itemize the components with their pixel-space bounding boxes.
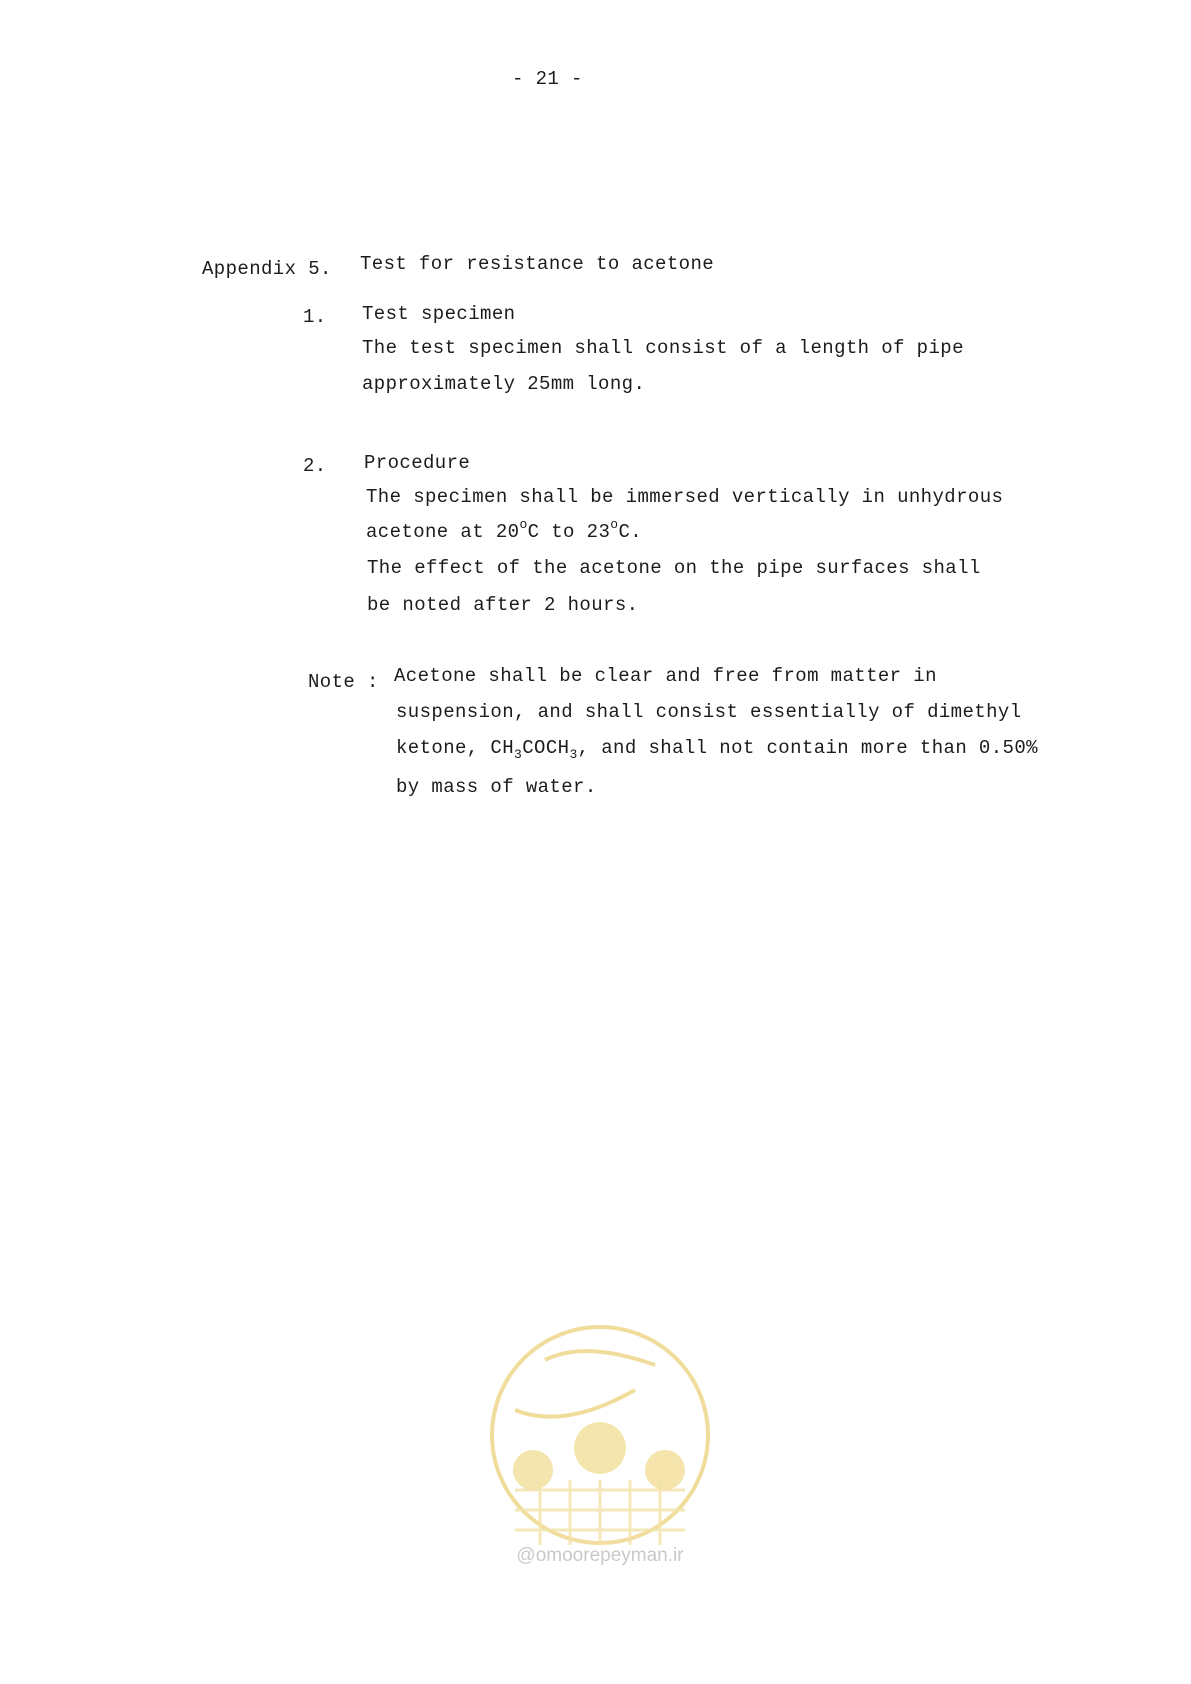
note-line-4: by mass of water. xyxy=(396,776,597,798)
degree-sup-2: o xyxy=(610,516,619,532)
section-2-line-3: The effect of the acetone on the pipe surfaces shall xyxy=(367,557,981,579)
watermark-site: @omoorepeyman.ir xyxy=(516,1545,684,1566)
degree-sup-1: o xyxy=(519,516,528,532)
section-1-heading: Test specimen xyxy=(362,303,516,325)
section-2-number: 2. xyxy=(303,455,327,477)
page-number: - 21 - xyxy=(512,68,583,90)
section-1-number: 1. xyxy=(303,306,327,328)
section-2-heading: Procedure xyxy=(364,452,471,474)
note-line-3: ketone, $CH_3COCH_3$, and shall not contain more than 0.50% xyxy=(396,737,1038,762)
watermark-logo xyxy=(485,1320,715,1550)
subscript-3-a: 3 xyxy=(514,746,523,762)
section-1-line-2: approximately 25mm long. xyxy=(362,373,646,395)
subscript-3-b: 3 xyxy=(569,746,578,762)
note-label: Note : xyxy=(308,671,379,693)
section-2-line-1: The specimen shall be immersed vertically in unhydrous xyxy=(366,486,1004,508)
section-2-line-4: be noted after 2 hours. xyxy=(367,594,639,616)
appendix-label: Appendix 5. xyxy=(202,258,332,280)
appendix-title: Test for resistance to acetone xyxy=(360,253,715,275)
note-line-1: Acetone shall be clear and free from matter in xyxy=(394,665,937,687)
section-1-line-1: The test specimen shall consist of a length of pipe xyxy=(362,337,964,359)
note-line-2: suspension, and shall consist essentially of dimethyl xyxy=(396,701,1022,723)
section-2-line-2: acetone at 20$^o$C to 23$^o$C. xyxy=(366,516,643,543)
